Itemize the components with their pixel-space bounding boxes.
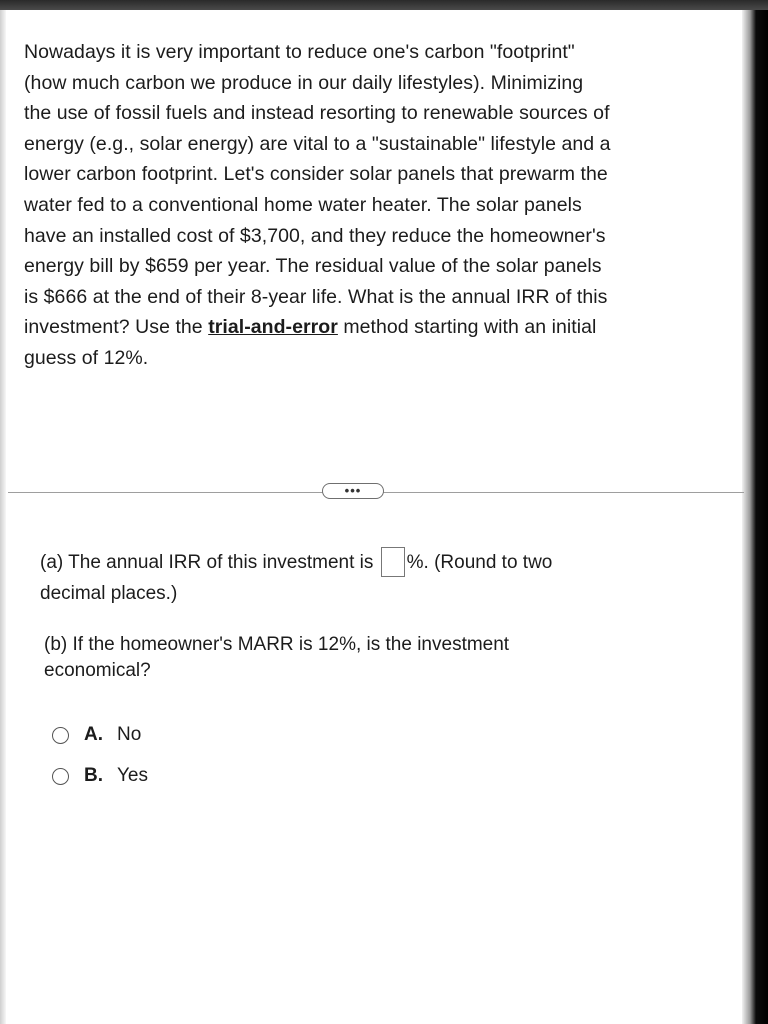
screen-top-edge bbox=[0, 0, 768, 10]
part-a-question bbox=[40, 547, 690, 609]
irr-answer-input[interactable] bbox=[381, 547, 405, 577]
more-dots-icon: ••• bbox=[344, 483, 362, 498]
question-text-segment: method starting with an initial bbox=[337, 316, 597, 339]
question-line: energy bill by $659 per year. The residual value of the solar panels bbox=[24, 255, 602, 278]
method-emphasis: trial-and-error bbox=[208, 316, 338, 339]
question-text-segment: investment? Use the bbox=[24, 316, 209, 339]
question-line: have an installed cost of $3,700, and they reduce the homeowner's bbox=[24, 224, 606, 247]
part-b-line: (b) If the homeowner's MARR is 12%, is the investment bbox=[44, 634, 510, 655]
question-line: energy (e.g., solar energy) are vital to a "sustainable" lifestyle and a bbox=[24, 132, 611, 155]
part-a-prefix: (a) The annual IRR of this investment is bbox=[40, 552, 379, 573]
part-b-question bbox=[44, 632, 664, 684]
option-label: No bbox=[117, 724, 142, 745]
option-label: Yes bbox=[117, 765, 148, 786]
part-b-line: economical? bbox=[44, 660, 151, 681]
question-line: water fed to a conventional home water heater. The solar panels bbox=[24, 193, 582, 216]
option-letter: B. bbox=[84, 765, 103, 786]
option-letter: A. bbox=[84, 724, 103, 745]
option-b-yes[interactable] bbox=[52, 765, 148, 787]
question-line: guess of 12%. bbox=[24, 346, 149, 369]
screen-left-edge bbox=[0, 10, 6, 1024]
question-line: lower carbon footprint. Let's consider solar panels that prewarm the bbox=[24, 163, 608, 186]
option-a-no[interactable] bbox=[52, 724, 141, 746]
part-a-rounding-note: decimal places.) bbox=[40, 583, 178, 604]
radio-button[interactable] bbox=[52, 727, 69, 744]
question-line: (how much carbon we produce in our daily lifestyles). Minimizing bbox=[24, 71, 584, 94]
part-a-suffix: %. (Round to two bbox=[406, 552, 553, 573]
expand-more-button[interactable] bbox=[322, 483, 384, 499]
question-line: the use of fossil fuels and instead resorting to renewable sources of bbox=[24, 102, 610, 125]
question-line: is $666 at the end of their 8-year life. What is the annual IRR of this bbox=[24, 285, 608, 308]
question-line: Nowadays it is very important to reduce one's carbon "footprint" bbox=[24, 41, 575, 63]
question-text bbox=[24, 37, 740, 374]
radio-button[interactable] bbox=[52, 768, 69, 785]
question-line bbox=[24, 312, 740, 343]
screen-right-edge bbox=[742, 10, 768, 1024]
